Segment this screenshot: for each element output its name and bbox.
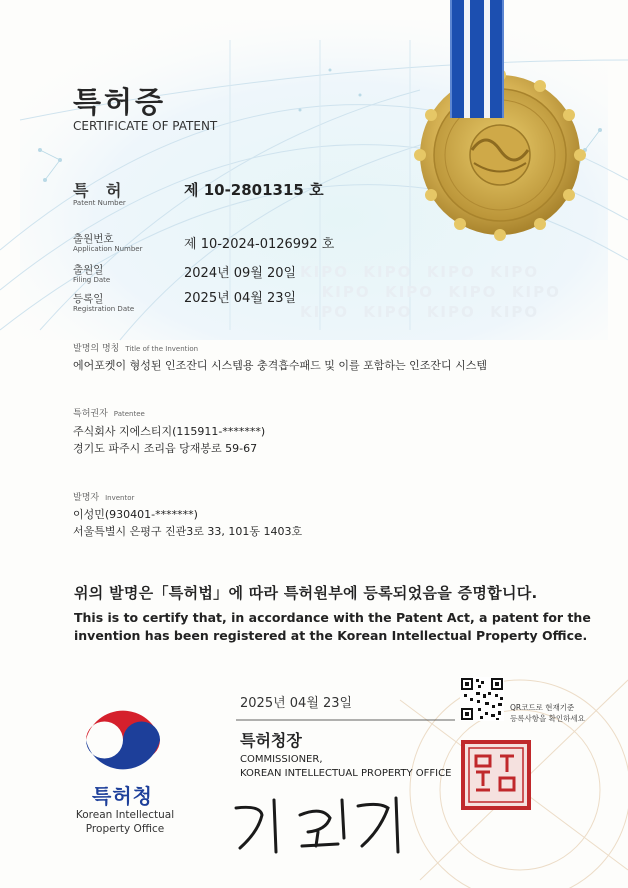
commissioner-title-en-line1: COMMISSIONER, xyxy=(240,754,323,765)
invention-title-label: 발명의 명칭 Title of the Invention xyxy=(73,344,199,354)
inventor-label: 발명자 Inventor xyxy=(73,493,135,503)
ribbon xyxy=(450,0,504,118)
certification-statement-en-line1: This is to certify that, in accordance with the Patent Act, a patent for the xyxy=(74,610,591,625)
application-number-value: 제 10-2024-0126992 호 xyxy=(184,237,335,252)
qr-note-line2: 등록사항을 확인하세요 xyxy=(510,714,585,723)
inventor-address: 서울특별시 은평구 진관3로 33, 101동 1403호 xyxy=(73,525,303,538)
invention-title-value: 에어포켓이 형성된 인조잔디 시스템용 충격흡수패드 및 이를 포함하는 인조잔디 시스템 xyxy=(73,359,488,372)
office-name-ko: 특허청 xyxy=(92,784,153,808)
certification-statement-en-line2: invention has been registered at the Korean Intellectual Property Office. xyxy=(74,628,588,643)
qr-note-line1: QR코드로 현재기준 xyxy=(510,703,575,712)
office-name-en-line1: Korean Intellectual xyxy=(75,809,175,821)
registration-date-label-en: Registration Date xyxy=(73,305,135,313)
application-number-label-en: Application Number xyxy=(73,245,143,253)
certification-statement-ko: 위의 발명은「특허법」에 따라 특허원부에 등록되었음을 증명합니다. xyxy=(74,584,538,602)
red-stamp xyxy=(463,742,529,808)
filing-date-label: 출원일 xyxy=(73,264,104,276)
kipo-logo xyxy=(86,703,160,777)
commissioner-title-en-line2: KOREAN INTELLECTUAL PROPERTY OFFICE xyxy=(240,768,452,779)
application-number-label: 출원번호 xyxy=(73,233,114,245)
inventor-name: 이성민(930401-*******) xyxy=(73,508,198,521)
registration-date-label: 등록일 xyxy=(73,293,104,305)
registration-date-value: 2025년 04월 23일 xyxy=(184,291,297,306)
patentee-name: 주식회사 지에스티지(115911-*******) xyxy=(73,425,266,438)
certificate-title: 특허증 xyxy=(73,85,167,119)
patent-number-label: 특 허 xyxy=(73,181,128,200)
signature xyxy=(236,798,398,852)
office-name-en-line2: Property Office xyxy=(85,823,165,835)
filing-date-label-en: Filing Date xyxy=(73,276,111,284)
certificate-title-en: CERTIFICATE OF PATENT xyxy=(73,119,218,133)
patent-number-label-en: Patent Number xyxy=(73,199,126,207)
patent-number-value: 제 10-2801315 호 xyxy=(184,181,324,199)
qr-code xyxy=(460,677,504,721)
issue-date: 2025년 04월 23일 xyxy=(240,696,353,711)
patentee-address: 경기도 파주시 조리읍 당재봉로 59-67 xyxy=(73,442,258,455)
commissioner-title: 특허청장 xyxy=(240,731,302,750)
filing-date-value: 2024년 09월 20일 xyxy=(184,266,297,281)
watermark: KIPO KIPO KIPO KIPO KIPO KIPO KIPO KIPO KIPO KIPO KIPO KIPO xyxy=(300,263,561,321)
patentee-label: 특허권자 Patentee xyxy=(73,409,145,419)
